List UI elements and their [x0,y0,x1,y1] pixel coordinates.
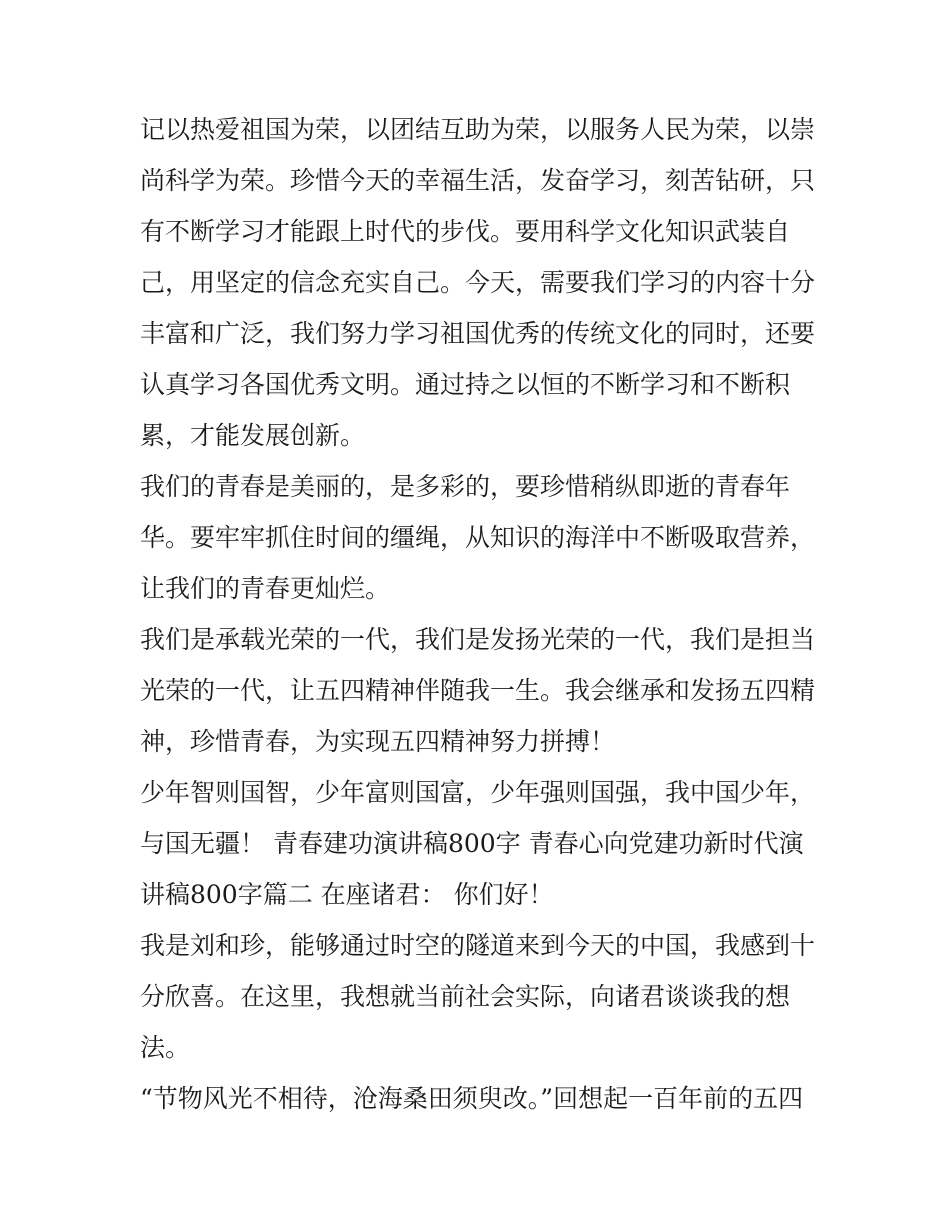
text-line: 丰富和广泛，我们努力学习祖国优秀的传统文化的同时，还要 [140,319,816,348]
text-line: 有不断学习才能跟上时代的步伐。要用科学文化知识武装自 [140,217,791,246]
text-line: 光荣的一代，让五四精神伴随我一生。我会继承和发扬五四精 [140,676,816,705]
text-line: 法。 [140,1033,191,1062]
text-line: 与国无疆！ 青春建功演讲稿800字 青春心向党建功新时代演 [140,829,804,858]
text-line: 尚科学为荣。珍惜今天的幸福生活，发奋学习，刻苦钻研，只 [140,166,816,195]
text-line: 华。要牢牢抓住时间的缰绳，从知识的海洋中不断吸取营养， [140,523,816,552]
text-line: 神，珍惜青春，为实现五四精神努力拼搏！ [140,727,616,756]
text-line: 记以热爱祖国为荣，以团结互助为荣，以服务人民为荣，以崇 [140,115,816,144]
text-line: 讲稿800字篇二 在座诸君： 你们好！ [140,880,554,909]
text-line: 己，用坚定的信念充实自己。今天，需要我们学习的内容十分 [140,268,816,297]
text-line: 我是刘和珍，能够通过时空的隧道来到今天的中国，我感到十 [140,931,816,960]
text-line: 我们是承载光荣的一代，我们是发扬光荣的一代，我们是担当 [140,625,816,654]
text-line: 认真学习各国优秀文明。通过持之以恒的不断学习和不断积 [140,370,791,399]
text-line: “节物风光不相待，沧海桑田须臾改。”回想起一百年前的五四 [140,1084,804,1113]
text-line: 分欣喜。在这里，我想就当前社会实际，向诸君谈谈我的想 [140,982,791,1011]
text-line: 累，才能发展创新。 [140,421,366,450]
text-line: 我们的青春是美丽的，是多彩的，要珍惜稍纵即逝的青春年 [140,472,791,501]
body-text [140,104,820,1124]
text-line: 少年智则国智，少年富则国富，少年强则国强，我中国少年， [140,778,816,807]
text-line: 让我们的青春更灿烂。 [140,574,391,603]
